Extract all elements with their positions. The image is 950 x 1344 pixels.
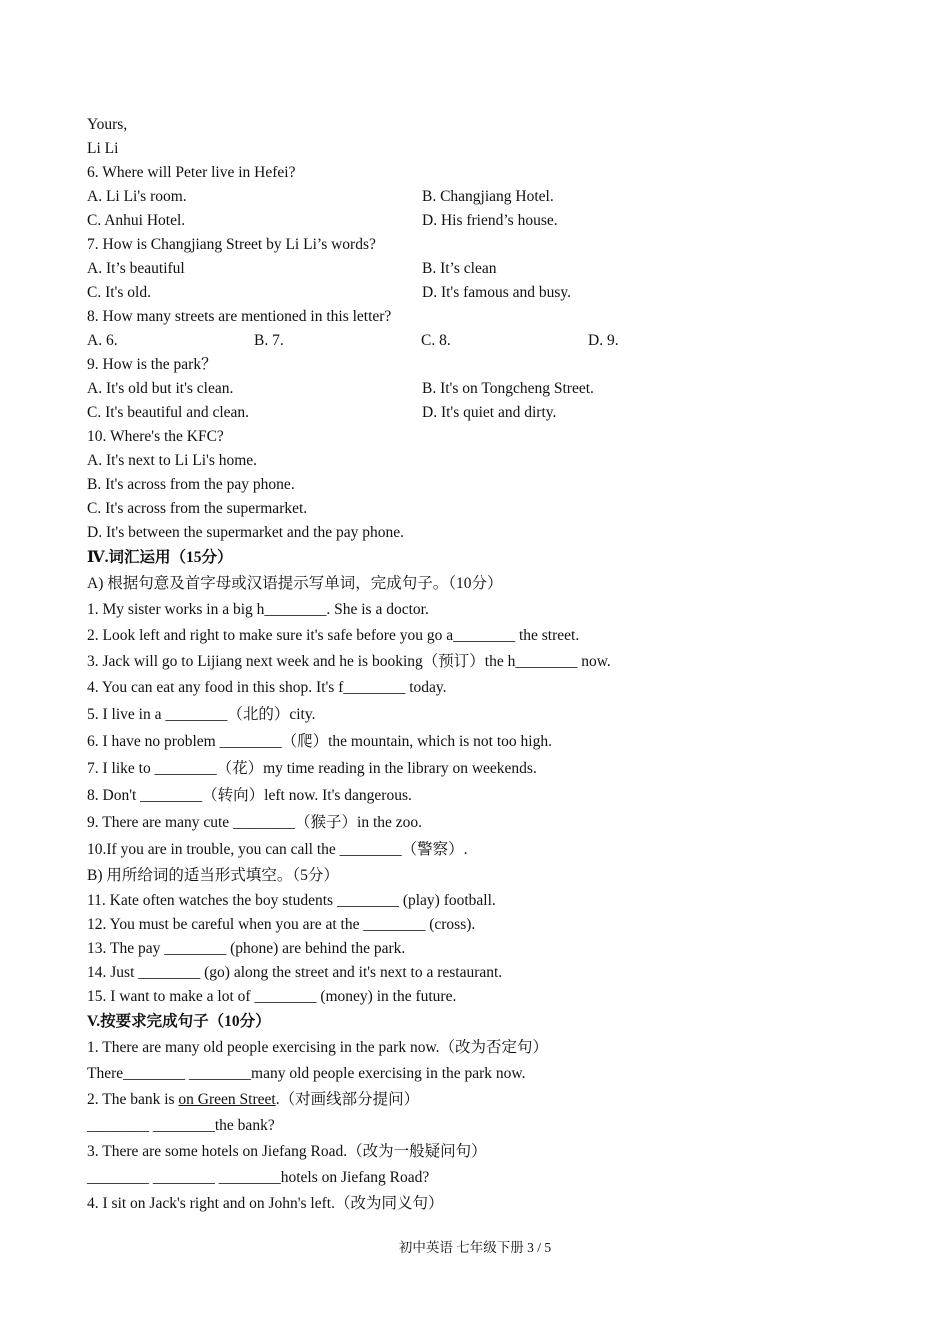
- vocab-item: 6. I have no problem ________（爬）the mountain, which is not too high.: [87, 733, 552, 750]
- vocab-item: 7. I like to ________（花）my time reading in the library on weekends.: [87, 760, 537, 777]
- question-7: 7. How is Changjiang Street by Li Li’s words?: [87, 236, 376, 253]
- question-8: 8. How many streets are mentioned in this letter?: [87, 308, 392, 325]
- option-a: A. It's next to Li Li's home.: [87, 452, 258, 469]
- sentence-answer-2: ________ ________the bank?: [87, 1117, 275, 1134]
- fill-item: 12. You must be careful when you are at the ________ (cross).: [87, 916, 476, 933]
- option-d: D. It's between the supermarket and the pay phone.: [87, 524, 404, 541]
- option-d: D. 9.: [588, 332, 619, 349]
- part-a-instructions: A) 根据句意及首字母或汉语提示写单词，完成句子。（10分）: [87, 575, 503, 592]
- vocab-item: 4. You can eat any food in this shop. It's f________ today.: [87, 679, 447, 696]
- vocab-item: 8. Don't ________（转向）left now. It's dangerous.: [87, 787, 412, 804]
- option-c: C. It's old.: [87, 284, 151, 301]
- letter-signature: Li Li: [87, 140, 119, 157]
- option-c: C. It's across from the supermarket.: [87, 500, 308, 517]
- options-row: [87, 377, 887, 401]
- letter-closing: Yours,: [87, 116, 128, 133]
- vocab-item: 3. Jack will go to Lijiang next week and he is booking（预订）the h________ now.: [87, 653, 611, 670]
- sentence-question-4: 4. I sit on Jack's right and on John's left.（改为同义句）: [87, 1195, 444, 1212]
- option-b: B. It's across from the pay phone.: [87, 476, 295, 493]
- option-a: A. 6.: [87, 332, 118, 349]
- option-a: A. It’s beautiful: [87, 260, 185, 277]
- option-a: A. It's old but it's clean.: [87, 380, 234, 397]
- vocab-item: 9. There are many cute ________（猴子）in the zoo.: [87, 814, 423, 831]
- option-a: A. Li Li's room.: [87, 188, 187, 205]
- fill-item: 15. I want to make a lot of ________ (money) in the future.: [87, 988, 457, 1005]
- options-row: [87, 329, 887, 353]
- question-10: 10. Where's the KFC?: [87, 428, 224, 445]
- options-row: [87, 185, 887, 209]
- vocab-item: 10.If you are in trouble, you can call the ________（警察）.: [87, 841, 468, 858]
- fill-item: 14. Just ________ (go) along the street and it's next to a restaurant.: [87, 964, 503, 981]
- option-c: C. Anhui Hotel.: [87, 212, 186, 229]
- option-c: C. It's beautiful and clean.: [87, 404, 250, 421]
- question-6: 6. Where will Peter live in Hefei?: [87, 164, 296, 181]
- options-row: [87, 257, 887, 281]
- options-row: [87, 281, 887, 305]
- question-2-text: 2. The bank is: [87, 1091, 179, 1108]
- part-b-instructions: B) 用所给词的适当形式填空。（5分）: [87, 867, 339, 884]
- option-b: B. Changjiang Hotel.: [422, 188, 554, 205]
- option-d: D. It's famous and busy.: [422, 284, 572, 301]
- vocab-item: 5. I live in a ________（北的）city.: [87, 706, 316, 723]
- question-2-instruction: .（对画线部分提问）: [275, 1091, 420, 1108]
- exam-page: [87, 113, 887, 1217]
- option-b: B. It's on Tongcheng Street.: [422, 380, 594, 397]
- question-9: 9. How is the park？: [87, 356, 217, 373]
- underlined-phrase: on Green Street: [178, 1091, 276, 1108]
- section-5-title: V.按要求完成句子（10分）: [87, 1013, 271, 1030]
- vocab-item: 2. Look left and right to make sure it's safe before you go a________ the street.: [87, 627, 580, 644]
- page-footer: 初中英语 七年级下册 3 / 5: [398, 1240, 552, 1255]
- option-d: D. His friend’s house.: [422, 212, 558, 229]
- sentence-question-2: [87, 1087, 887, 1113]
- option-b: B. 7.: [254, 332, 284, 349]
- sentence-question-1: 1. There are many old people exercising in the park now.（改为否定句）: [87, 1039, 549, 1056]
- options-row: [87, 401, 887, 425]
- sentence-answer-1: There________ ________many old people exercising in the park now.: [87, 1065, 526, 1082]
- sentence-question-3: 3. There are some hotels on Jiefang Road.（改为一般疑问句）: [87, 1143, 487, 1160]
- sentence-answer-3: ________ ________ ________hotels on Jiefang Road?: [87, 1169, 430, 1186]
- options-row: [87, 209, 887, 233]
- option-b: B. It’s clean: [422, 260, 497, 277]
- option-d: D. It's quiet and dirty.: [422, 404, 557, 421]
- option-c: C. 8.: [421, 332, 451, 349]
- fill-item: 13. The pay ________ (phone) are behind the park.: [87, 940, 406, 957]
- section-4-title: Ⅳ.词汇运用（15分）: [87, 549, 233, 566]
- fill-item: 11. Kate often watches the boy students ________ (play) football.: [87, 892, 496, 909]
- vocab-item: 1. My sister works in a big h________. She is a doctor.: [87, 601, 429, 618]
